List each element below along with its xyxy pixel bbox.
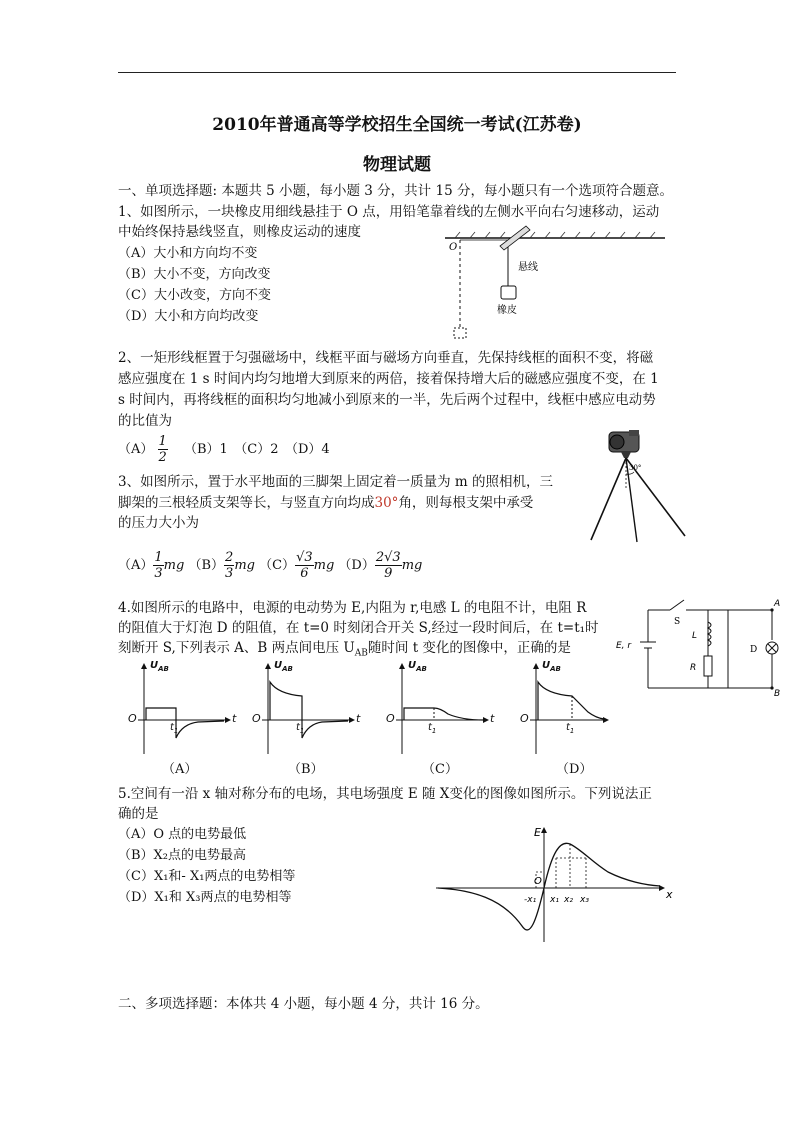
- q4-graphs: [118, 660, 618, 780]
- q3-options: [118, 546, 422, 586]
- q4-graph-d-t1-sub: 1: [569, 727, 575, 735]
- q4-graph-c-t1-sub: 1: [431, 727, 437, 735]
- q5-fig-x: x: [666, 888, 673, 901]
- q4-graph-a-t1: [170, 722, 178, 735]
- q5-fig-x3: x₃: [580, 895, 589, 905]
- q4-graph-d-origin: O: [520, 712, 529, 725]
- q4-graph-c: [396, 664, 488, 754]
- q4-graph-c-y: U: [408, 660, 417, 671]
- q3-option-c-prefix: （C）: [259, 558, 296, 573]
- q3-option-d-prefix: （D）: [338, 558, 375, 573]
- q4-graph-c-t: t: [490, 712, 495, 725]
- q4-graph-a-t1-sub: 1: [173, 727, 179, 735]
- q5-line-2: 确的是: [118, 806, 159, 822]
- q4-graph-label-c: （C）: [422, 762, 458, 777]
- q4-graph-a-ylabel: [150, 660, 169, 673]
- q5-fig-neg-x1: -x₁: [524, 895, 537, 905]
- q5-fig-o: O: [534, 876, 542, 887]
- q2-line-1: 2、一矩形线框置于匀强磁场中，线框平面与磁场方向垂直，先保持线框的面积不变，将磁: [118, 350, 654, 366]
- q3-d-num: 2√3: [375, 550, 401, 565]
- q4-figure-circuit: [612, 596, 792, 706]
- q4-line-3-post: 随时间 t 变化的图像中，正确的是: [367, 640, 571, 656]
- q4-graph-b-y: U: [274, 660, 283, 671]
- q4-graph-panel: [118, 660, 618, 758]
- q1-fig-string-label: 悬线: [518, 262, 538, 273]
- q4-graph-label-a: （A）: [162, 762, 198, 777]
- q4-graph-b-t1-t: t: [296, 722, 300, 733]
- q4-circuit-a: A: [774, 599, 781, 609]
- q1-line-2: 中始终保持悬线竖直，则橡皮运动的速度: [118, 224, 361, 240]
- q2-options-rest: （B）1 （C）2 （D）4: [183, 442, 330, 457]
- q3-line-3: 的压力大小为: [118, 515, 199, 531]
- q3-option-b-prefix: （B）: [188, 558, 225, 573]
- q3-figure-tripod: [585, 428, 695, 546]
- q3-c-mg: mg: [313, 558, 335, 573]
- header-rule: [118, 72, 676, 73]
- q2-option-a-prefix: （A）: [118, 442, 154, 457]
- q4-circuit-d: D: [750, 645, 758, 655]
- q4-graph-d-ylabel: [542, 660, 561, 673]
- q4-graph-c-t1-t: t: [428, 722, 432, 733]
- q4-graph-c-origin: O: [386, 712, 395, 725]
- q4-graph-label-b: （B）: [288, 762, 324, 777]
- q4-graph-a: [138, 664, 230, 754]
- q1-line-1: 1、如图所示，一块橡皮用细线悬挂于 O 点，用铅笔靠着线的左侧水平向右匀速移动，运动: [118, 204, 660, 220]
- q4-graph-a-t: t: [232, 712, 237, 725]
- q3-option-d-fraction: [375, 550, 402, 581]
- q4-graph-b-origin: O: [252, 712, 261, 725]
- section2-heading: 二、多项选择题：本体共 4 小题，每小题 4 分，共计 16 分。: [118, 996, 489, 1012]
- q3-angle: 30°: [374, 495, 399, 511]
- q4-graph-b: [262, 664, 354, 754]
- q1-option-c: （C）大小改变，方向不变: [118, 288, 271, 303]
- q4-line-3-pre: 刻断开 S,下列表示 A、B 两点间电压 U: [118, 640, 355, 656]
- q4-line-1: 4.如图所示的电路中，电源的电动势为 E,内阻为 r,电感 L 的电阻不计，电阻 R: [118, 600, 587, 616]
- q4-graph-d-y: U: [542, 660, 551, 671]
- q4-graph-d: [530, 664, 608, 754]
- q5-figure-field: [432, 822, 677, 944]
- q2-line-3: s 时间内，再将线框的面积均匀地减小到原来的一半，先后两个过程中，线框中感应电动势: [118, 392, 656, 408]
- section1-heading: 一、单项选择题: 本题共 5 小题，每小题 3 分，共计 15 分，每小题只有一个选项符合题意。: [118, 183, 673, 199]
- q3-option-c-fraction: [295, 550, 314, 581]
- q5-fig-x1: x₁: [550, 895, 559, 905]
- q3-line-1: 3、如图所示，置于水平地面的三脚架上固定着一质量为 m 的照相机，三: [118, 474, 553, 490]
- exam-subtitle: 物理试题: [363, 155, 431, 175]
- q1-fig-o-label: O: [449, 242, 458, 253]
- q1-option-b: （B）大小不变，方向改变: [118, 267, 271, 282]
- q4-graph-b-t: t: [356, 712, 361, 725]
- q4-graph-a-origin: O: [128, 712, 137, 725]
- q4-graph-d-t1: [566, 722, 574, 735]
- q4-line-2: 的阻值大于灯泡 D 的阻值，在 t=0 时刻闭合开关 S,经过一段时间后，在 t=t₁时: [118, 620, 599, 636]
- q4-graph-a-ysub: AB: [158, 665, 169, 673]
- q3-d-den: 9: [384, 566, 393, 581]
- q1-option-a: （A）大小和方向均不变: [118, 246, 258, 261]
- q3-line-2: [118, 493, 533, 513]
- q5-option-a: （A）O 点的电势最低: [118, 827, 247, 842]
- q3-option-a-prefix: （A）: [118, 558, 154, 573]
- q4-graph-b-t1: [296, 722, 304, 735]
- q3-option-a-fraction: [153, 550, 163, 581]
- q3-a-den: 3: [154, 566, 163, 581]
- q5-fig-e: E: [534, 826, 541, 839]
- q3-line-2-pre: 脚架的三根轻质支架等长，与竖直方向均成: [118, 495, 375, 511]
- q5-option-d: （D）X₁和 X₃两点的电势相等: [118, 890, 292, 905]
- q4-graph-label-d: （D）: [556, 762, 593, 777]
- q3-b-mg: mg: [234, 558, 255, 573]
- q4-line-3-sub: AB: [354, 648, 368, 659]
- q4-graph-d-t1-t: t: [566, 722, 570, 733]
- q4-circuit-er: E, r: [616, 641, 632, 651]
- q2-option-a-den: 2: [158, 450, 167, 465]
- q3-a-mg: mg: [163, 558, 185, 573]
- q4-graph-b-ylabel: [274, 660, 293, 673]
- q4-circuit-r: R: [690, 663, 697, 673]
- q5-option-c: （C）X₁和- X₁两点的电势相等: [118, 869, 296, 884]
- q3-option-b-fraction: [224, 550, 234, 581]
- q2-option-a-fraction: [158, 434, 168, 465]
- q4-circuit-s: S: [674, 617, 681, 627]
- q4-graph-c-ylabel: [408, 660, 427, 673]
- q3-line-2-post: 角，则每根支架中承受: [398, 495, 534, 511]
- q4-graph-d-ysub: AB: [550, 665, 561, 673]
- q5-line-1: 5.空间有一沿 x 轴对称分布的电场，其电场强度 E 随 X变化的图像如图所示。下列说法正: [118, 786, 652, 802]
- q4-graph-a-y: U: [150, 660, 159, 671]
- q4-graph-c-t1: [428, 722, 436, 735]
- q3-b-num: 2: [225, 550, 234, 565]
- q1-figure-eraser: [440, 222, 675, 347]
- q3-fig-angle: 30°: [629, 464, 642, 472]
- exam-title: 2010年普通高等学校招生全国统一考试(江苏卷): [212, 115, 582, 135]
- q3-a-num: 1: [154, 550, 163, 565]
- q2-options: [118, 430, 330, 470]
- q5-option-b: （B）X₂点的电势最高: [118, 848, 247, 863]
- q3-d-mg: mg: [401, 558, 423, 573]
- q4-graph-a-t1-t: t: [170, 722, 174, 733]
- q1-fig-eraser-label: 橡皮: [497, 305, 517, 316]
- q3-b-den: 3: [225, 566, 234, 581]
- q2-line-4: 的比值为: [118, 413, 172, 429]
- q4-circuit-l: L: [692, 631, 698, 641]
- q3-c-num: √3: [296, 550, 313, 565]
- q3-c-den: 6: [300, 566, 309, 581]
- q2-line-2: 感应强度在 1 s 时间内均匀地增大到原来的两倍，接着保持增大后的磁感应强度不变，在 1: [118, 371, 659, 387]
- q4-graph-b-ysub: AB: [282, 665, 293, 673]
- q5-fig-x2: x₂: [564, 895, 573, 905]
- q4-circuit-b: B: [774, 689, 781, 699]
- q1-option-d: （D）大小和方向均改变: [118, 309, 259, 324]
- q4-graph-b-t1-sub: 1: [299, 727, 305, 735]
- q2-option-a-num: 1: [158, 434, 167, 449]
- q4-graph-c-ysub: AB: [416, 665, 427, 673]
